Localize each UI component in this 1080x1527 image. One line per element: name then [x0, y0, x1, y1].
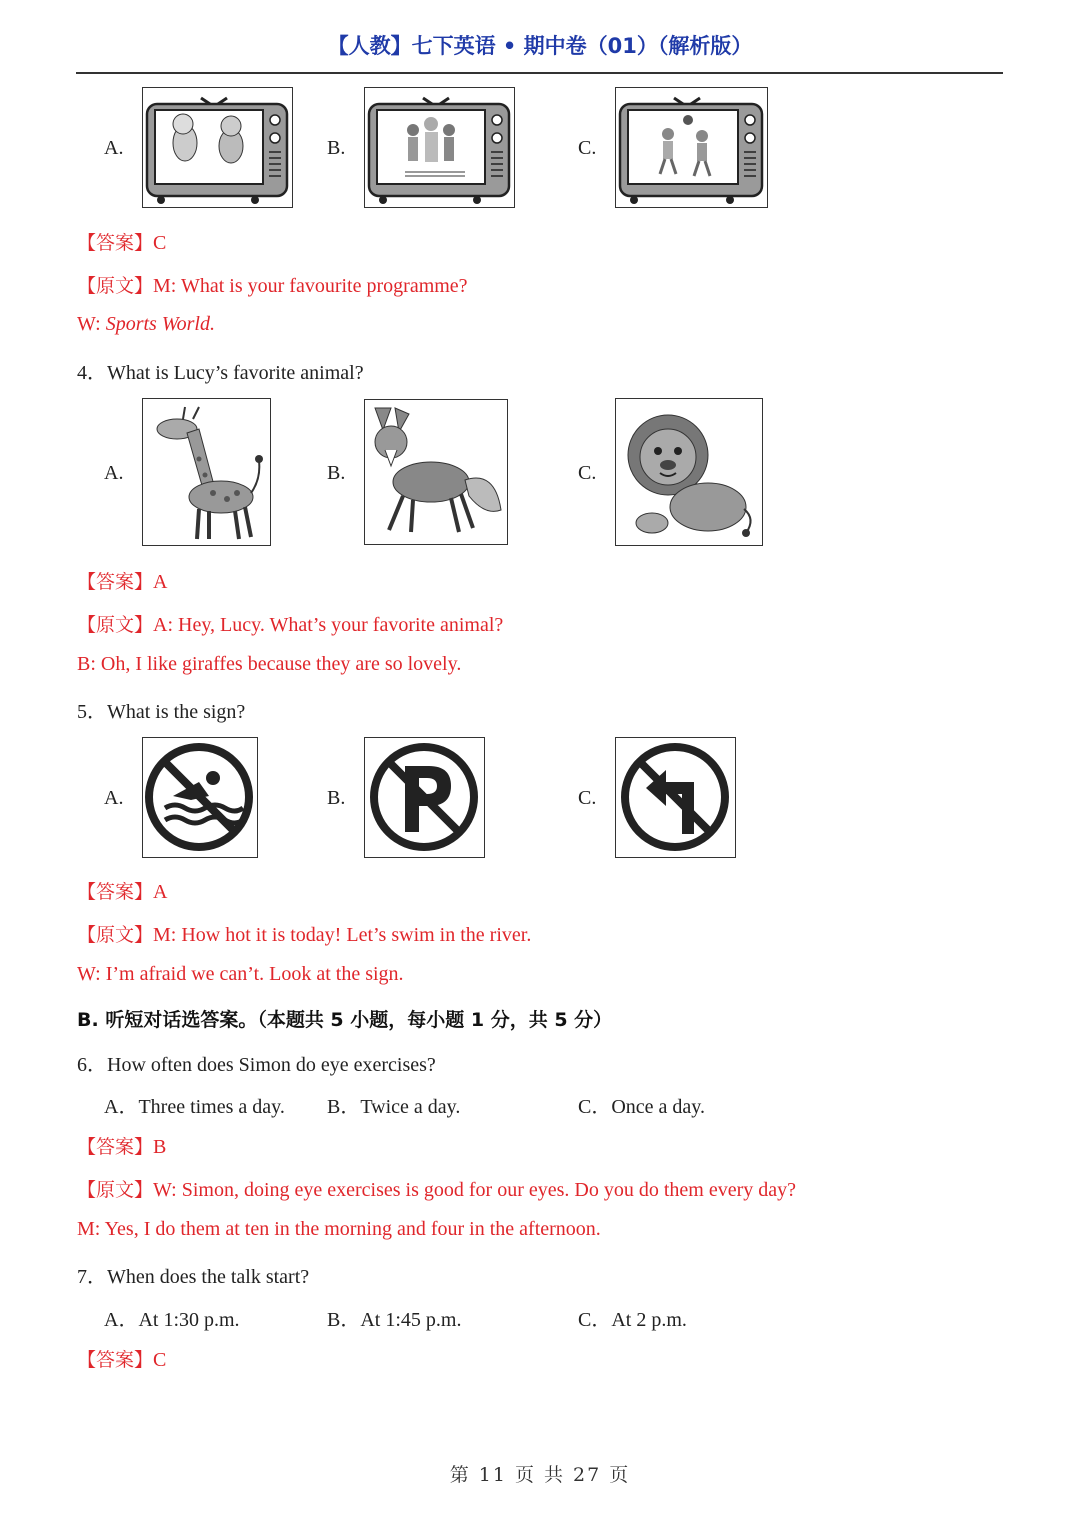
lion-icon — [616, 399, 761, 544]
page-number: 第 11 页 共 27 页 — [449, 1464, 631, 1486]
q3-answer — [77, 228, 166, 255]
script-tag: 【原文】 — [77, 924, 154, 946]
page-header-title: 【人教】七下英语 • 期中卷（01）（解析版） — [327, 34, 753, 58]
q7-answer — [77, 1345, 166, 1372]
q4-option-a-label: A. — [104, 462, 124, 484]
q6-script-line2: M: Yes, I do them at ten in the morning and four in the afternoon. — [77, 1218, 601, 1240]
q3-option-a-label: A. — [104, 137, 124, 159]
q6-script-line1 — [77, 1175, 796, 1202]
q4-question: 4．What is Lucy’s favorite animal? — [77, 362, 364, 384]
q4-option-a-image — [142, 398, 271, 546]
q5-option-a-image — [142, 737, 258, 858]
q4-script-line1 — [77, 610, 503, 637]
script-tag: 【原文】 — [77, 1179, 154, 1201]
q7-question: 7．When does the talk start? — [77, 1266, 310, 1288]
q4-script-line2: B: Oh, I like giraffes because they are so lovely. — [77, 653, 462, 675]
q3-option-c-image — [615, 87, 768, 208]
script-tag: 【原文】 — [77, 275, 154, 297]
q3-option-b-label: B. — [327, 137, 346, 159]
no-parking-sign-icon — [365, 738, 483, 856]
q4-option-b-label: B. — [327, 462, 346, 484]
q6-option-a: A．Three times a day. — [104, 1096, 285, 1118]
answer-tag: 【答案】 — [77, 1349, 154, 1371]
script-text: M: How hot it is today! Let’s swim in the river. — [153, 924, 532, 946]
answer-tag: 【答案】 — [77, 571, 154, 593]
q3-option-b-image — [364, 87, 515, 208]
q3-option-a-image — [142, 87, 293, 208]
q7-option-b: B．At 1:45 p.m. — [327, 1309, 462, 1331]
q5-option-b-label: B. — [327, 787, 346, 809]
script-text: A: Hey, Lucy. What’s your favorite animal? — [153, 614, 504, 636]
answer-value: C — [153, 1349, 167, 1371]
section-b-title: B. 听短对话选答案。（本题共 5 小题，每小题 1 分，共 5 分） — [77, 1009, 613, 1031]
script-speaker: W: — [77, 313, 106, 335]
q3-option-c-label: C. — [578, 137, 597, 159]
q3-script-line1 — [77, 271, 468, 298]
q4-option-b-image — [364, 399, 508, 545]
q7-option-a: A．At 1:30 p.m. — [104, 1309, 240, 1331]
tv-cartoon-animals-icon — [143, 88, 291, 206]
q5-option-c-label: C. — [578, 787, 597, 809]
q5-option-a-label: A. — [104, 787, 124, 809]
q6-option-b: B．Twice a day. — [327, 1096, 461, 1118]
q7-option-c: C．At 2 p.m. — [578, 1309, 687, 1331]
no-left-turn-sign-icon — [616, 738, 734, 856]
answer-value: A — [153, 881, 168, 903]
answer-tag: 【答案】 — [77, 881, 154, 903]
q4-option-c-image — [615, 398, 763, 546]
q5-answer — [77, 877, 167, 904]
q6-question: 6．How often does Simon do eye exercises? — [77, 1054, 436, 1076]
answer-value: A — [153, 571, 168, 593]
no-swimming-sign-icon — [143, 738, 256, 856]
script-text: M: What is your favourite programme? — [153, 275, 468, 297]
q5-option-c-image — [615, 737, 736, 858]
fox-icon — [365, 400, 506, 543]
tv-basketball-players-icon — [616, 88, 766, 206]
answer-tag: 【答案】 — [77, 1136, 154, 1158]
script-text: W: Simon, doing eye exercises is good for our eyes. Do you do them every day? — [153, 1179, 797, 1201]
header-divider — [76, 72, 1003, 74]
q6-option-c: C．Once a day. — [578, 1096, 705, 1118]
answer-value: C — [153, 232, 167, 254]
script-italic-text: Sports World. — [105, 313, 215, 335]
q5-option-b-image — [364, 737, 485, 858]
q4-option-c-label: C. — [578, 462, 597, 484]
answer-tag: 【答案】 — [77, 232, 154, 254]
script-tag: 【原文】 — [77, 614, 154, 636]
tv-people-group-icon — [365, 88, 513, 206]
q3-script-line2 — [77, 313, 215, 336]
q4-answer — [77, 567, 167, 594]
giraffe-icon — [143, 399, 269, 544]
q5-script-line2: W: I’m afraid we can’t. Look at the sign. — [77, 963, 404, 985]
q5-question: 5．What is the sign? — [77, 701, 246, 723]
q6-answer — [77, 1132, 166, 1159]
q5-script-line1 — [77, 920, 531, 947]
answer-value: B — [153, 1136, 167, 1158]
